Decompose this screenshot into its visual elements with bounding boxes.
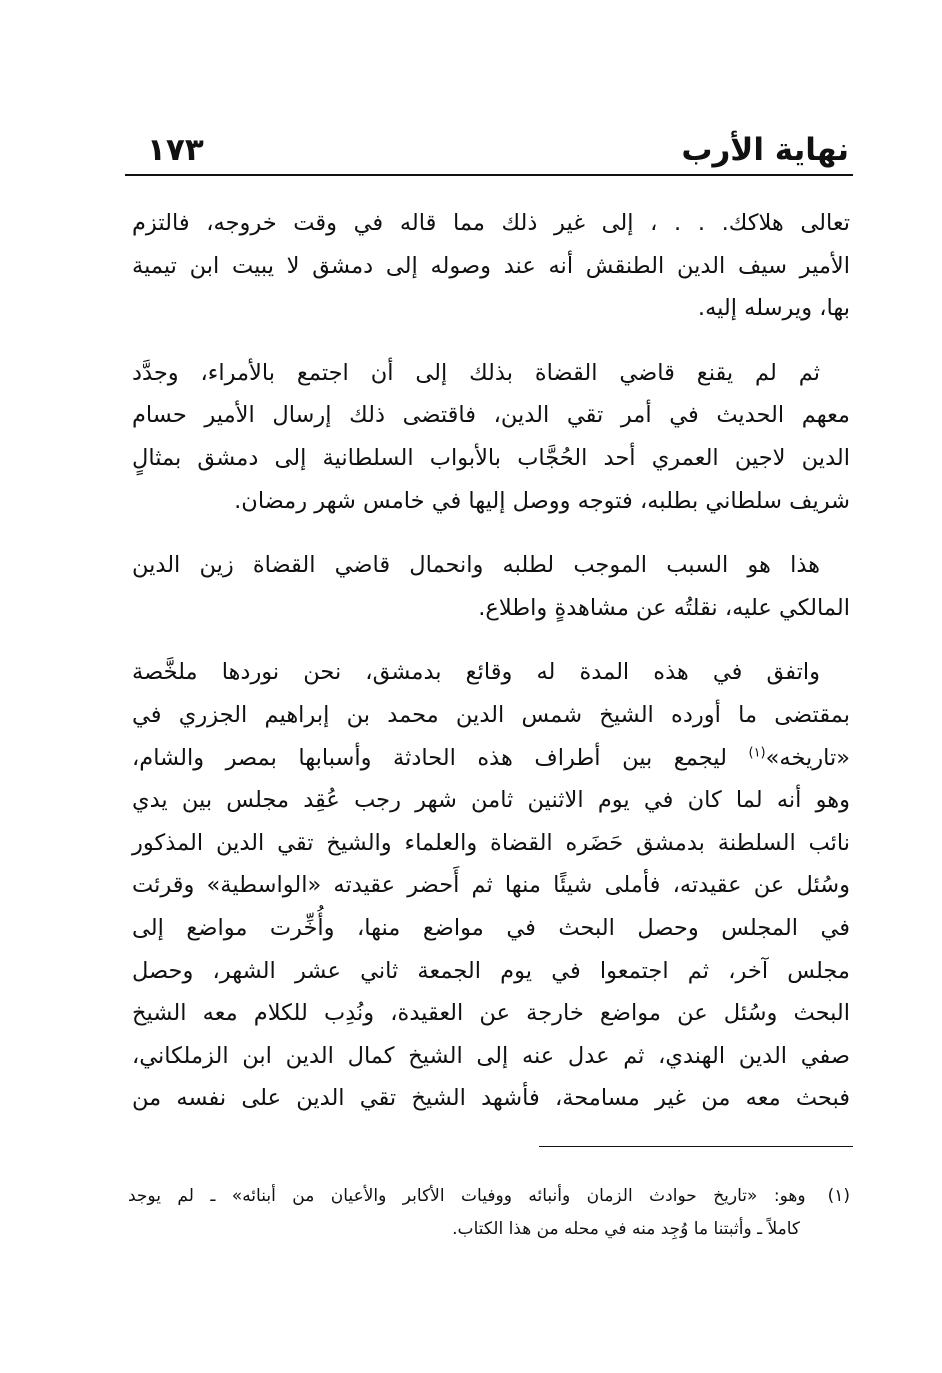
text-line: هذا هو السبب الموجب لطلبه وانحمال قاضي القضاة زين الدين	[132, 552, 820, 579]
header-rule	[125, 174, 853, 176]
text-line: نائب السلطنة بدمشق حَضَره القضاة والعلماء والشيخ تقي الدين المذكور	[132, 829, 850, 856]
text-line-with-footnote	[132, 737, 850, 780]
text-line: وسُئل عن عقيدته، فأملى شيئًا منها ثم أَحضر عقيدته «الواسطية» وقرئت	[132, 872, 850, 899]
running-title: نهاية الأرب	[681, 132, 849, 168]
cited-title: «تاريخه»	[765, 744, 850, 771]
text-line: تعالى هلاكك. . . ، إلى غير ذلك مما قاله في وقت خروجه، فالتزم	[132, 210, 850, 236]
text-line: بها، ويرسله إليه.	[697, 295, 850, 322]
text-line: بمقتضى ما أورده الشيخ شمس الدين محمد بن إبراهيم الجزري في	[132, 701, 850, 728]
paragraph-2	[132, 352, 850, 522]
text-line: الأمير سيف الدين الطنقش أنه عند وصوله إلى دمشق لا يبيت ابن تيمية	[132, 252, 850, 279]
text-line: البحث وسُئل عن مواضع خارجة عن العقيدة، ونُدِب للكلام معه الشيخ	[132, 1000, 850, 1027]
text-line: معهم الحديث في أمر تقي الدين، فاقتضى ذلك إرسال الأمير حسام	[132, 402, 850, 429]
footnote-number: (١)	[827, 1186, 850, 1206]
footnote-1	[128, 1180, 850, 1246]
text-line-tail: ليجمع بين أطراف هذه الحادثة وأسبابها بمصر والشام،	[132, 744, 749, 771]
text-line: فبحث معه من غير مسامحة، فأشهد الشيخ تقي الدين على نفسه من	[132, 1085, 850, 1112]
footnote-reference[interactable]: (١)	[748, 745, 766, 761]
footnotes	[128, 1180, 850, 1246]
text-line: صفي الدين الهندي، ثم عدل عنه إلى الشيخ كمال الدين ابن الزملكاني،	[132, 1042, 850, 1069]
text-line: في المجلس وحصل البحث في مواضع منها، وأُخِّرت مواضع إلى	[132, 914, 850, 941]
text-line: الدين لاجين العمري أحد الحُجَّاب بالأبواب السلطانية إلى دمشق بمثالٍ	[132, 444, 850, 471]
footnote-text: وهو: «تاريخ حوادث الزمان وأنبائه ووفيات الأكابر والأعيان من أبنائه» ـ لم يوجد	[128, 1186, 806, 1206]
text-line: واتفق في هذه المدة له وقائع بدمشق، نحن نوردها ملخَّصة	[132, 659, 820, 686]
body-text	[132, 202, 850, 1142]
page-number: ١٧٣	[147, 132, 204, 168]
text-line: ثم لم يقنع قاضي القضاة بذلك إلى أن اجتمع بالأمراء، وجدَّد	[132, 359, 820, 386]
text-line: المالكي عليه، نقلتُه عن مشاهدةٍ واطلاع.	[478, 594, 850, 621]
paragraph-1	[132, 202, 850, 330]
text-line: شريف سلطاني بطلبه، فتوجه ووصل إليها في خامس شهر رمضان.	[234, 487, 850, 514]
text-line: وهو أنه لما كان في يوم الاثنين ثامن شهر رجب عُقِد مجلس بين يدي	[132, 787, 850, 814]
paragraph-4	[132, 651, 850, 1120]
text-line: مجلس آخر، ثم اجتمعوا في يوم الجمعة ثاني عشر الشهر، وحصل	[132, 957, 850, 984]
page-header	[125, 128, 853, 174]
footnote-line	[128, 1180, 850, 1213]
footnote-rule	[539, 1146, 853, 1147]
footnote-line: كاملاً ـ وأثبتنا ما وُجِد منه في محله من هذا الكتاب.	[452, 1219, 800, 1239]
paragraph-3	[132, 544, 850, 629]
